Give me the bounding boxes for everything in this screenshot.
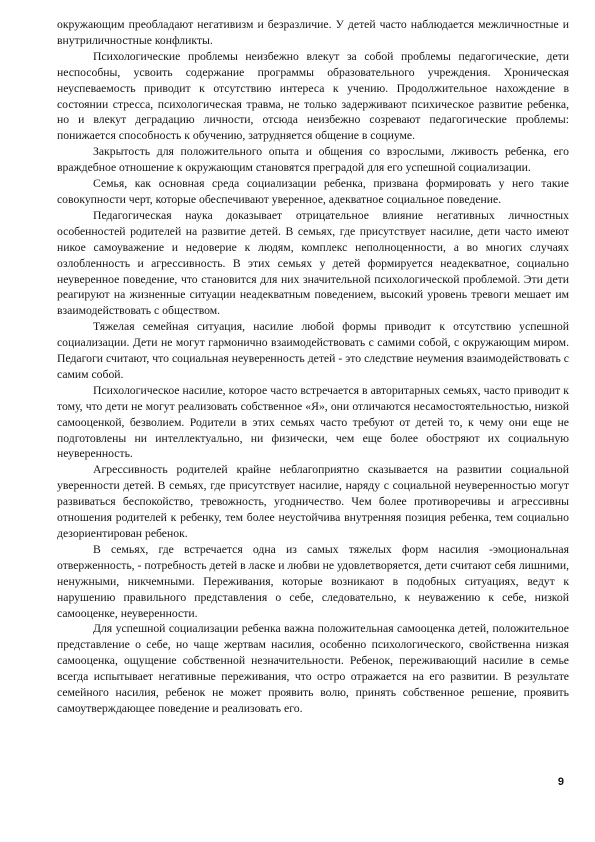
paragraph: Педагогическая наука доказывает отрицательное влияние негативных личностных особенностей родителей на развитие детей. В семьях, где присутствует насилие, дети часто имеют никое самоуважение и недоверие к людям, комплекс неполноценности, а во многих случаях озлобленность и агрессивность. В этих семьях у детей формируется неадекватное, социально неуверенное поведение, что становится для них значительной психологической проблемой. Эти дети реагируют на жизненные ситуации неадекватным поведением, высокий уровень тревоги мешает им взаимодействовать с обществом. bbox=[57, 208, 569, 318]
document-body bbox=[57, 17, 569, 717]
paragraph: В семьях, где встречается одна из самых тяжелых форм насилия -эмоциональная отверженность, - потребность детей в ласке и любви не удовлетворяется, дети считают себя лишними, ненужными, никчемными. Переживания, которые возникают в подобных ситуациях, ведут к нарушению правильного представления о себе, следовательно, к неуважению к себе, низкой самооценке, неуверенности. bbox=[57, 542, 569, 620]
paragraph: Семья, как основная среда социализации ребенка, призвана формировать у него такие совокупности черт, которые обеспечивают уверенное, адекватное социальное поведение. bbox=[57, 177, 569, 206]
paragraph-continuation: окружающим преобладают негативизм и безразличие. У детей часто наблюдается межличностные и внутриличностные конфликты. bbox=[57, 18, 569, 47]
paragraph: Закрытость для положительного опыта и общения со взрослыми, лживость ребенка, его враждебное отношение к окружающим становятся преградой для его успешной социализации. bbox=[57, 145, 569, 175]
paragraph: Психологическое насилие, которое часто встречается в авторитарных семьях, часто приводит к тому, что дети не могут реализовать собственное «Я», они отличаются несамостоятельностью, низкой самооценкой, безволием. Родители в этих семьях часто требуют от детей то, к чему они еще не подготовлены ни интеллектуально, ни физически, чем еще более обостряют их социальную неуверенность. bbox=[57, 383, 569, 461]
paragraph: Для успешной социализации ребенка важна положительная самооценка детей, положительное представление о себе, но чаще жертвам насилия, особенно психологического, свойственна низкая самооценка, ощущение собственной незначительности. Ребенок, переживающий насилие в семье всегда испытывает негативные переживания, что остро отражается на его развитии. В результате семейного насилия, ребенок не может проявить волю, принять собственное решение, проявить самоутверждающее поведение и реализовать его. bbox=[57, 622, 569, 715]
paragraph: Тяжелая семейная ситуация, насилие любой формы приводит к отсутствию успешной социализации. Дети не могут гармонично взаимодействовать с самими собой, с окружающим миром. Педагоги считают, что социальная неуверенность детей - это следствие неумения взаимодействовать с самим собой. bbox=[57, 320, 569, 381]
paragraph: Агрессивность родителей крайне неблагоприятно сказывается на развитии социальной уверенности детей. В семьях, где присутствует насилие, наряду с социальной неуверенностью могут развиваться беспокойство, тревожность, угодничество. Чем более противоречивы и агрессивны отношения родителей к ребенку, тем более неустойчива внутренняя позиция ребенка, тем социально дезориентирован ребенок. bbox=[57, 463, 569, 540]
page-number: 9 bbox=[557, 776, 564, 788]
paragraph: Психологические проблемы неизбежно влекут за собой проблемы педагогические, дети неспособны, усвоить содержание программы образовательного учреждения. Хроническая неуспеваемость приводит к отсутствию интереса к учению. Продолжительное нахождение в состоянии стресса, психологическая травма, не только задерживают психическое развитие ребенка, но и влекут деградацию личности, отсюда неизбежно созревают педагогические проблемы: понижается способность к обучению, затрудняется общение в социуме. bbox=[57, 49, 569, 143]
